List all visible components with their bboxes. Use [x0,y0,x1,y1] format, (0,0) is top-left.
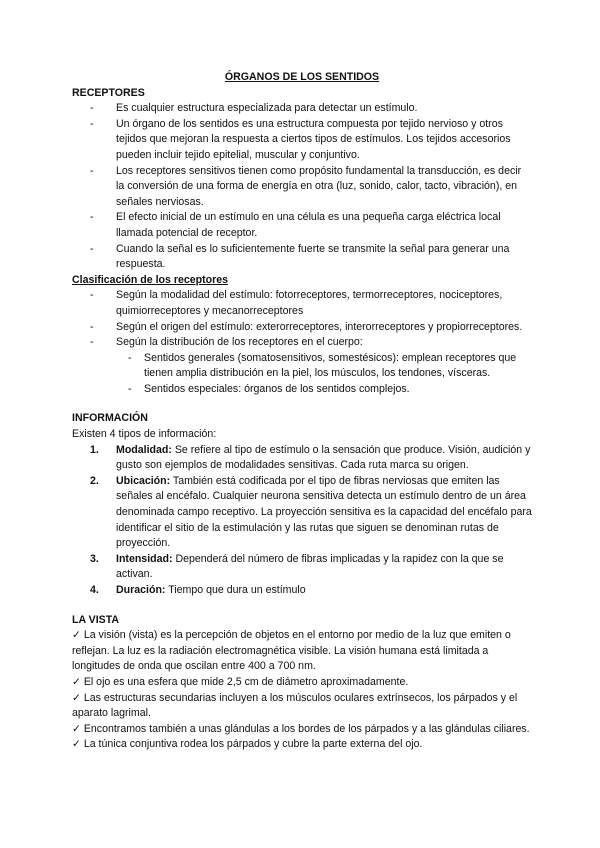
document-title: ÓRGANOS DE LOS SENTIDOS [224,71,380,83]
list-item: - Los receptores sensitivos tienen como propósito fundamental la transducción, es decir la conversión de una forma de energía en otra (luz, sonido, calor, tacto, vibración), en señales nerviosas. [72,164,532,211]
list-item: ✓ Encontramos también a unas glándulas a los bordes de los párpados y a las glándulas ciliares. [72,722,530,735]
list-item: 2. Ubicación: También está codificada por el tipo de fibras nerviosas que emiten las señales al encéfalo. Cualquier neurona sensitiva detecta un estímulo dentro de un área denominada campo receptivo. La proyección sensitiva es la capacidad del encéfalo para identificar el sitio de la estimulación y las rutas que siguen se denominan rutas de proyección. [90,474,532,550]
vista-list [72,628,532,753]
list-item: 3. Intensidad: Dependerá del número de fibras implicadas y la rapidez con la que se activan. [90,552,504,581]
document-page [72,70,532,753]
list-item: - Un órgano de los sentidos es una estructura compuesta por tejido nervioso y otros tejidos que mejoran la respuesta a ciertos tipos de estímulos. Los tejidos accesorios pueden incluir tejido epitelial, muscular y conjuntivo. [72,117,532,164]
receptores-heading: RECEPTORES [72,86,145,99]
list-item: ✓ El ojo es una esfera que mide 2,5 cm de diámetro aproximadamente. [72,675,409,688]
clasificacion-heading: Clasificación de los receptores [72,273,229,286]
list-item: 1. Modalidad: Se refiere al tipo de estímulo o la sensación que produce. Visión, audición y gusto son ejemplos de modalidades sensitivas. Cada ruta marca su origen. [90,443,531,472]
list-item: ✓ Las estructuras secundarias incluyen a los músculos oculares extrínsecos, los párpados y el aparato lagrimal. [72,691,518,720]
list-item: ✓ La visión (vista) es la percepción de objetos en el entorno por medio de la luz que emiten o reflejan. La luz es la radiación electromagnética visible. La visión humana está limitada a longitudes de onda que oscilan entre 400 a 700 nm. [72,629,511,673]
clasificacion-sublist [72,351,532,398]
informacion-intro: Existen 4 tipos de información: [72,428,217,441]
list-item: - Según la distribución de los receptores en el cuerpo: [72,335,532,351]
clasificacion-list [72,288,532,350]
list-item: - Según la modalidad del estímulo: fotorreceptores, termorreceptores, nociceptores, quimiorreceptores y mecanorreceptores [72,288,532,319]
list-item: 4. Duración: Tiempo que dura un estímulo [90,584,306,596]
informacion-heading: INFORMACIÓN [72,412,148,425]
receptores-list [72,101,532,273]
list-item: - Sentidos generales (somatosensitivos, somestésicos): emplean receptores que tienen amplia distribución en la piel, los músculos, los tendones, vísceras. [72,351,532,382]
list-item: - Es cualquier estructura especializada para detectar un estímulo. [72,101,532,117]
vista-heading: LA VISTA [72,613,120,626]
list-item: - Cuando la señal es lo suficientemente fuerte se transmite la señal para generar una respuesta. [72,242,532,273]
informacion-list [72,443,532,599]
list-item: ✓ La túnica conjuntiva rodea los párpados y cubre la parte externa del ojo. [72,738,423,751]
list-item: - El efecto inicial de un estímulo en una célula es una pequeña carga eléctrica local llamada potencial de receptor. [72,210,532,241]
list-item: - Según el origen del estímulo: exterorreceptores, interorreceptores y propiorreceptores. [72,320,532,336]
list-item: - Sentidos especiales: órganos de los sentidos complejos. [72,382,532,398]
